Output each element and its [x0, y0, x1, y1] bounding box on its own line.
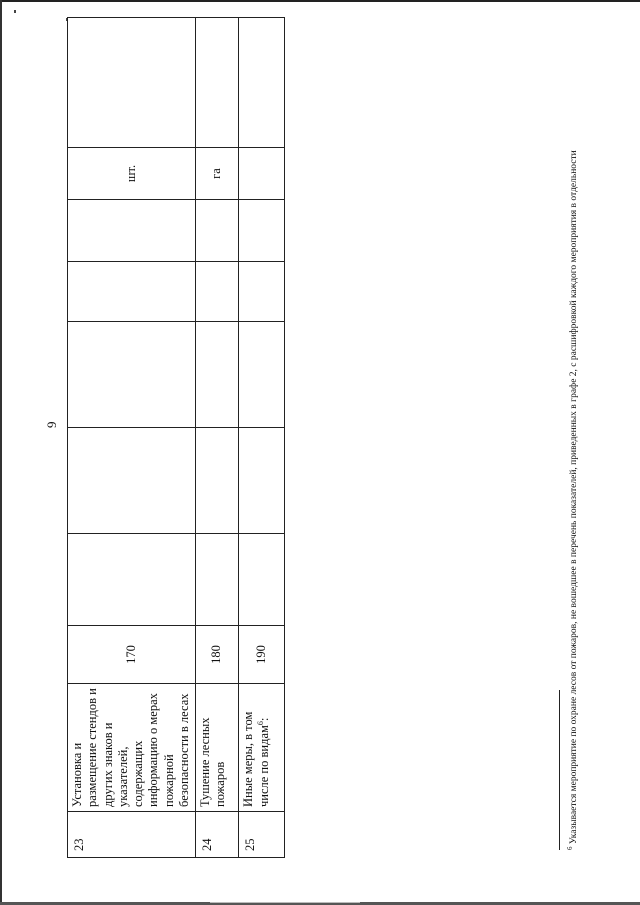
- table-cell: [196, 18, 239, 148]
- table-cell: [68, 18, 196, 148]
- table-cell: [196, 322, 239, 428]
- table-row: [196, 18, 239, 858]
- scan-speck: [14, 10, 16, 13]
- table-row: [68, 18, 196, 858]
- form-table-rotated: [67, 18, 284, 858]
- row-unit: [239, 148, 285, 200]
- row-code: 170: [68, 626, 196, 684]
- row-name: Тушение лесных пожаров: [196, 684, 239, 812]
- row-name: Установка и размещение стендов и других знаков и указателей, содержащих информацию о мерах пожарной безопасности в лесах: [68, 684, 196, 812]
- row-code: 190: [239, 626, 285, 684]
- table-cell: [196, 428, 239, 534]
- footnote-marker: 6: [566, 846, 574, 850]
- row-unit: шт.: [68, 148, 196, 200]
- row-number: 25: [239, 812, 285, 858]
- footnote: [566, 30, 579, 850]
- row-name-text: Иные меры, в том числе по видам: [241, 711, 272, 807]
- table-cell: [196, 200, 239, 262]
- table-cell: [68, 322, 196, 428]
- table-cell: [239, 18, 285, 148]
- table-cell: [196, 262, 239, 322]
- page-number: 9: [44, 421, 59, 428]
- row-code: 180: [196, 626, 239, 684]
- scan-edge-top: [0, 0, 640, 2]
- footnote-rule: [559, 690, 560, 850]
- row-name: [239, 684, 285, 812]
- table-cell: [239, 200, 285, 262]
- row-number: 23: [68, 812, 196, 858]
- table-cell: [196, 534, 239, 626]
- row-number: 24: [196, 812, 239, 858]
- row-name-tail: :: [257, 717, 272, 722]
- form-table: [67, 17, 285, 858]
- table-cell: [68, 262, 196, 322]
- table-cell: [239, 428, 285, 534]
- footnote-text: Указывается мероприятие по охране лесов от пожаров, не вошедшее в перечень показателей, приведенных в графе 2, с расшифровкой каждого мероприятия в отдельности: [569, 150, 580, 845]
- row-unit: га: [196, 148, 239, 200]
- footnote-ref: 6: [256, 721, 266, 726]
- scan-edge-left: [0, 0, 2, 905]
- table-cell: [68, 200, 196, 262]
- table-cell: [68, 428, 196, 534]
- table-cell: [239, 262, 285, 322]
- table-row: [239, 18, 285, 858]
- table-cell: [68, 534, 196, 626]
- table-cell: [239, 534, 285, 626]
- table-cell: [239, 322, 285, 428]
- scan-fold-line: [210, 902, 360, 903]
